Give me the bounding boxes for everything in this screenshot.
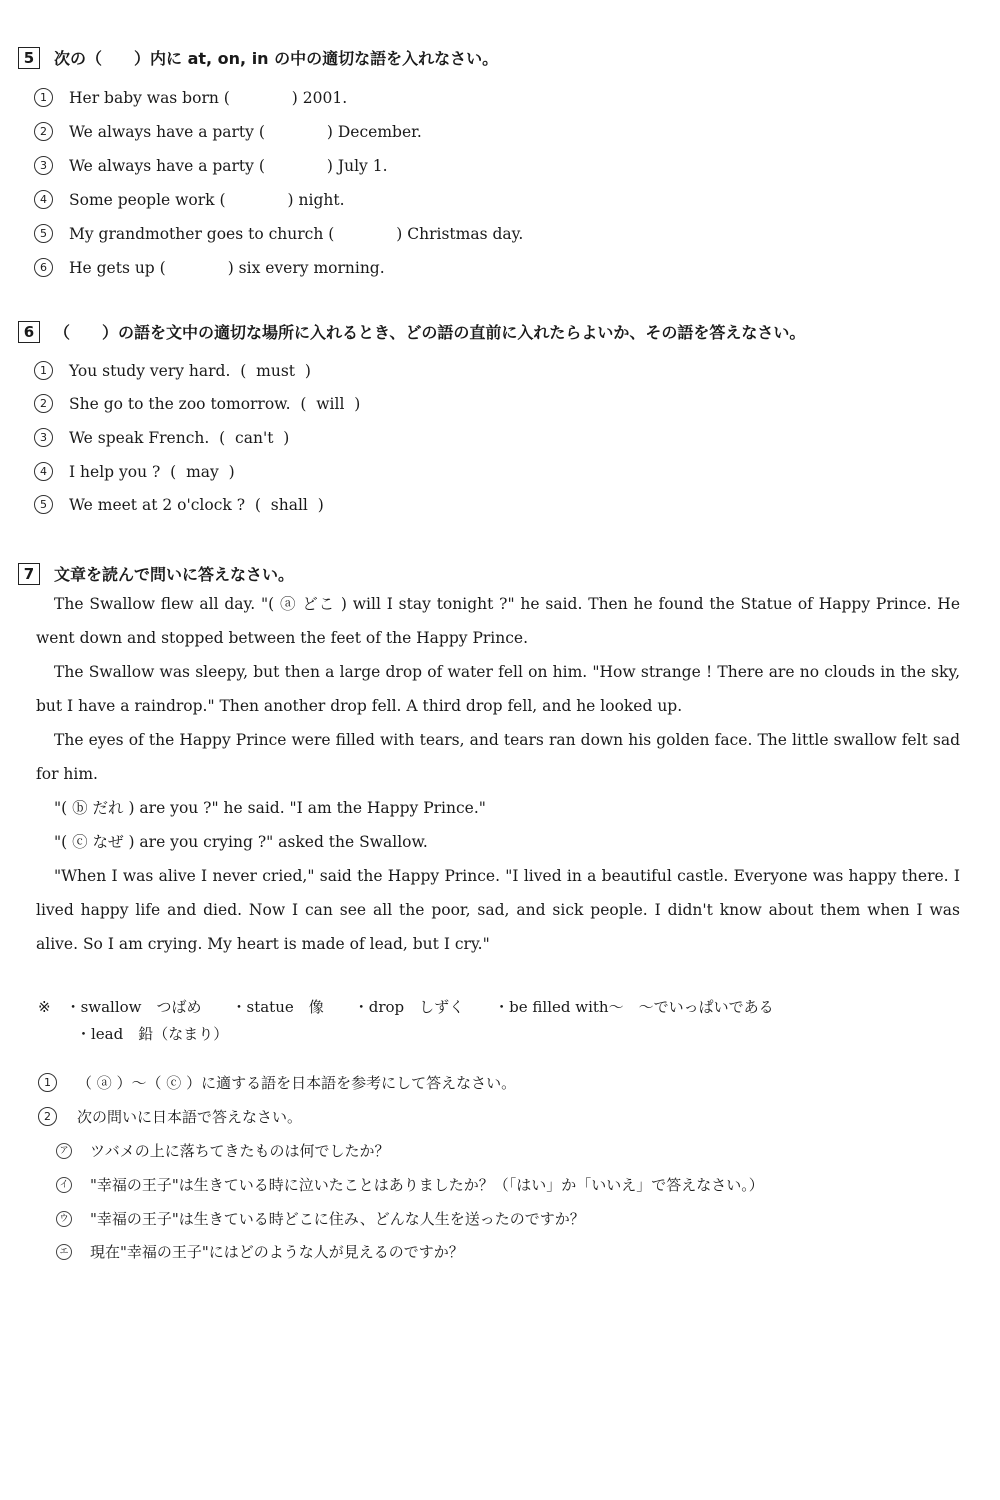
question-text: He gets up ( ) six every morning. xyxy=(69,259,385,277)
s5-question-5 xyxy=(34,222,523,244)
passage-paragraph: "( ⓒ なぜ ) are you crying ?" asked the Swallow. xyxy=(54,833,428,851)
circled-katakana: ウ xyxy=(56,1211,72,1227)
s5-question-6 xyxy=(34,256,385,278)
vocabulary-notes: ※ ・swallow つばめ ・statue 像 ・drop しずく ・be filled with～ ～でいっぱいである xyxy=(38,998,774,1016)
circled-number: 1 xyxy=(38,1073,57,1092)
passage-paragraph: The Swallow flew all day. "( ⓐ どこ ) will I stay tonight ?" he said. Then he found the Statue of Happy Prince. He went down and stopped between the feet of the Happy Prince. xyxy=(36,595,960,647)
question-text: We meet at 2 o'clock ? ( shall ) xyxy=(69,495,324,514)
passage-paragraph: "When I was alive I never cried," said the Happy Prince. "I lived in a beautiful castle. Everyone was happy there. I lived happy life and died. Now I can see all the poor, sad, and sick people. I didn't know about them when I was alive. So I am crying. My heart is made of lead, but I cry." xyxy=(36,867,960,953)
passage-paragraph: The Swallow was sleepy, but then a large drop of water fell on him. "How strange ! There are no clouds in the sky, but I have a raindrop." Then another drop fell. A third drop fell, and he looked up. xyxy=(36,663,960,715)
section-5-instruction: 次の（ ）内に at, on, in の中の適切な語を入れなさい。 xyxy=(54,49,499,68)
question-text: 次の問いに日本語で答えなさい。 xyxy=(77,1108,303,1126)
circled-katakana: イ xyxy=(56,1177,72,1193)
question-text: We speak French. ( can't ) xyxy=(69,428,290,447)
passage-paragraph: The eyes of the Happy Prince were filled with tears, and tears ran down his golden face. The little swallow felt sad for him. xyxy=(36,731,960,783)
section-5-number: 5 xyxy=(18,47,40,69)
circled-katakana: エ xyxy=(56,1244,72,1260)
reading-passage xyxy=(36,587,960,961)
s7-subquestion-u xyxy=(56,1208,585,1229)
question-text: We always have a party ( ) December. xyxy=(69,123,422,141)
s6-question-3 xyxy=(34,428,289,447)
section-7-header xyxy=(18,562,294,585)
s5-question-4 xyxy=(34,188,345,210)
passage-paragraph: "( ⓑ だれ ) are you ?" he said. "I am the Happy Prince." xyxy=(54,799,486,817)
s6-question-2 xyxy=(34,394,360,413)
question-text: You study very hard. ( must ) xyxy=(69,361,311,380)
section-7-instruction: 文章を読んで問いに答えなさい。 xyxy=(54,565,295,584)
section-6-header xyxy=(18,320,805,343)
section-6-number: 6 xyxy=(18,321,40,343)
question-text: Her baby was born ( ) 2001. xyxy=(69,89,348,107)
circled-number: 3 xyxy=(34,428,53,447)
question-text: She go to the zoo tomorrow. ( will ) xyxy=(69,394,361,413)
s7-question-2 xyxy=(38,1106,302,1127)
circled-number: 6 xyxy=(34,258,53,277)
s7-subquestion-e xyxy=(56,1241,464,1262)
circled-number: 2 xyxy=(34,122,53,141)
circled-number: 5 xyxy=(34,495,53,514)
circled-number: 5 xyxy=(34,224,53,243)
circled-number: 4 xyxy=(34,462,53,481)
circled-number: 4 xyxy=(34,190,53,209)
section-5-header xyxy=(18,46,498,69)
question-text: We always have a party ( ) July 1. xyxy=(69,157,388,175)
circled-number: 3 xyxy=(34,156,53,175)
vocabulary-notes-2: ・lead 鉛（なまり） xyxy=(76,1025,229,1043)
subquestion-text: "幸福の王子"は生きている時に泣いたことはありましたか？（「はい」か「いいえ」で答えなさい。） xyxy=(90,1176,764,1194)
s6-question-5 xyxy=(34,495,324,514)
s6-question-1 xyxy=(34,361,311,380)
subquestion-text: "幸福の王子"は生きている時どこに住み、どんな人生を送ったのですか？ xyxy=(90,1210,585,1228)
circled-katakana: ア xyxy=(56,1143,72,1159)
question-text: （ ⓐ ）～（ ⓒ ）に適する語を日本語を参考にして答えなさい。 xyxy=(77,1074,517,1092)
circled-number: 1 xyxy=(34,88,53,107)
circled-number: 2 xyxy=(34,394,53,413)
s7-subquestion-a xyxy=(56,1140,390,1161)
question-text: My grandmother goes to church ( ) Christmas day. xyxy=(69,225,524,243)
s5-question-3 xyxy=(34,154,388,176)
s7-subquestion-i xyxy=(56,1174,764,1195)
s5-question-1 xyxy=(34,86,347,108)
subquestion-text: ツバメの上に落ちてきたものは何でしたか？ xyxy=(90,1142,390,1160)
s6-question-4 xyxy=(34,462,235,481)
s5-question-2 xyxy=(34,120,422,142)
section-6-instruction: （ ）の語を文中の適切な場所に入れるとき、どの語の直前に入れたらよいか、その語を答えなさい。 xyxy=(54,323,806,342)
subquestion-text: 現在"幸福の王子"にはどのような人が見えるのですか？ xyxy=(90,1243,464,1261)
circled-number: 2 xyxy=(38,1107,57,1126)
circled-number: 1 xyxy=(34,361,53,380)
question-text: Some people work ( ) night. xyxy=(69,191,345,209)
section-7-number: 7 xyxy=(18,563,40,585)
s7-question-1 xyxy=(38,1072,516,1093)
question-text: I help you ? ( may ) xyxy=(69,462,235,481)
